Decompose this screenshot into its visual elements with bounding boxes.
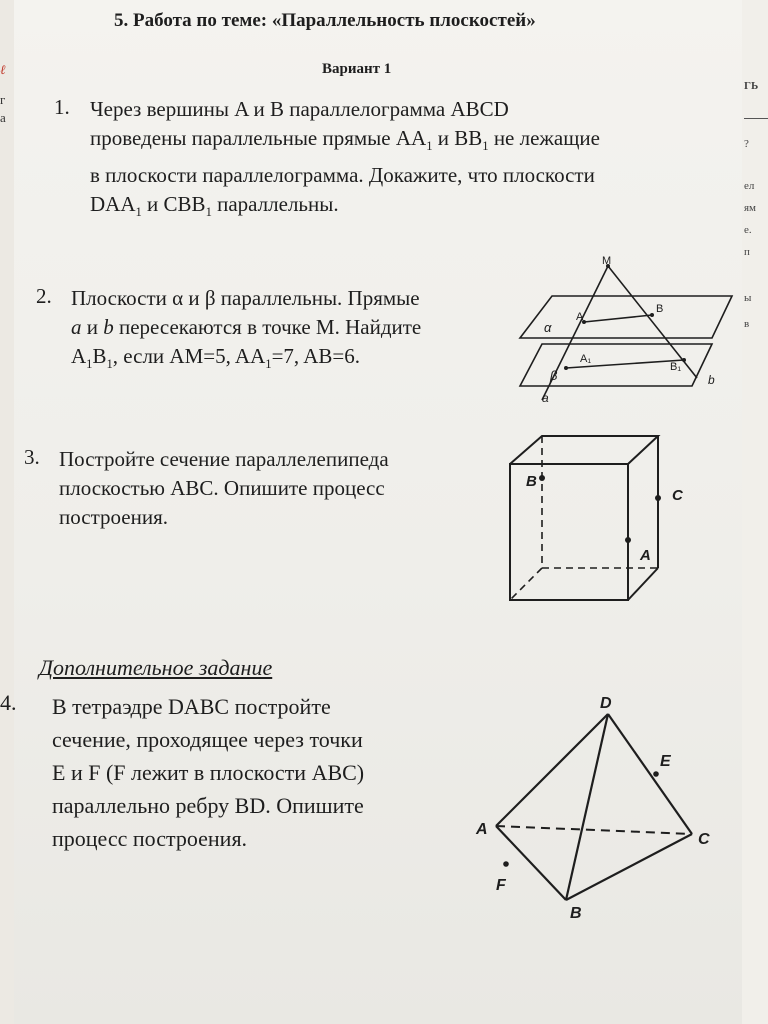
- hidden-diagonal-edge: [510, 568, 542, 600]
- label-a: A: [576, 311, 584, 323]
- right-fragment-2: ?: [744, 138, 749, 150]
- right-fragment-7: ы: [744, 292, 752, 304]
- point-a: [625, 537, 631, 543]
- label-d: D: [600, 695, 612, 712]
- edge-dc: [608, 714, 692, 834]
- label-line-b: b: [708, 373, 715, 387]
- segment-ab: [584, 315, 652, 322]
- label-b1: B₁: [670, 361, 682, 373]
- label-c: C: [698, 831, 710, 848]
- task-4-line-4: параллельно ребру BD. Опишите: [52, 793, 364, 818]
- task-2-line-2: a и b пересекаются в точке М. Найдите: [71, 315, 422, 339]
- label-a: A: [640, 547, 651, 564]
- label-m: M: [602, 255, 612, 267]
- left-fragment-2: а: [0, 110, 6, 125]
- label-f: F: [496, 877, 506, 894]
- task-4-number: 4.: [0, 690, 17, 715]
- task-3-line-2: плоскостью ABC. Опишите процесс: [59, 476, 385, 500]
- right-fragment-6: п: [744, 246, 750, 258]
- label-a1: A₁: [580, 353, 592, 365]
- task-3-number: 3.: [24, 445, 40, 469]
- task-1-line-4: $DAA_1$ и $CBB_1$ параллельны.: [90, 192, 339, 220]
- right-page-edge: [742, 0, 768, 1024]
- task-2-line-3: $A_1B_1$, если AM=5, $AA_1=7$, AB=6.: [71, 344, 361, 372]
- task-4-line-5: процесс построения.: [52, 826, 248, 851]
- task-3-text: [59, 445, 389, 532]
- task-1-text: [90, 95, 600, 227]
- variant-label: Вариант 1: [322, 61, 392, 77]
- parallelepiped-figure: [494, 428, 694, 608]
- task-1-line-2: проведены параллельные прямые $AA_1$ и $BB_1$ не лежащие: [90, 126, 600, 154]
- right-fragment-4: ям: [744, 202, 757, 214]
- label-a: A: [476, 821, 488, 838]
- task-4-line-2: сечение, проходящее через точки: [52, 727, 363, 752]
- task-1-line-3: в плоскости параллелограмма. Докажите, что плоскости: [90, 163, 595, 188]
- point-a1: [564, 366, 568, 370]
- point-f: [503, 861, 509, 867]
- extra-task-title: Дополнительное задание: [39, 655, 273, 680]
- page-title: 5. Работа по теме: «Параллельность плоскостей»: [114, 10, 536, 31]
- label-b: B: [570, 905, 582, 922]
- task-4-line-3: E и F (F лежит в плоскости ABC): [52, 760, 365, 785]
- left-margin-mark: ℓ: [0, 62, 6, 77]
- right-fragment-1: ГЬ: [744, 80, 759, 92]
- edge-cb: [566, 834, 692, 900]
- label-beta: β: [550, 368, 558, 383]
- point-c: [655, 495, 661, 501]
- label-b: B: [526, 473, 537, 490]
- right-bottom-edge: [628, 568, 658, 600]
- task-3-line-3: построения.: [59, 505, 168, 529]
- label-b: B: [656, 303, 664, 315]
- tetrahedron-figure: [460, 688, 710, 928]
- top-face-back: [510, 436, 658, 464]
- edge-ac-hidden: [496, 826, 692, 834]
- label-alpha: α: [544, 320, 552, 335]
- label-line-a: a: [542, 391, 549, 405]
- edge-da: [496, 714, 608, 826]
- point-b: [650, 313, 654, 317]
- right-fragment-5: е.: [744, 224, 752, 236]
- task-2-line-1: Плоскости α и β параллельны. Прямые: [71, 286, 420, 310]
- task-1-line-1: Через вершины A и B параллелограмма ABCD: [90, 97, 509, 121]
- point-b1: [682, 358, 686, 362]
- task-1-number: 1.: [54, 95, 70, 119]
- point-e: [653, 771, 659, 777]
- parallel-planes-figure: [512, 256, 742, 406]
- task-3-line-1: Постройте сечение параллелепипеда: [59, 447, 389, 471]
- task-2-text: [71, 284, 421, 379]
- left-page-edge: [0, 0, 14, 1024]
- label-e: E: [660, 753, 671, 770]
- right-fragment-3: ел: [744, 180, 755, 192]
- right-fragment-rule: [744, 118, 768, 119]
- task-4-line-1: В тетраэдре DABC постройте: [52, 694, 331, 719]
- point-b: [539, 475, 545, 481]
- task-2-number: 2.: [36, 284, 52, 308]
- label-c: C: [672, 487, 683, 504]
- task-4-text: [52, 690, 364, 855]
- right-fragment-8: в: [744, 318, 750, 330]
- left-fragment-1: г: [0, 92, 6, 107]
- edge-db: [566, 714, 608, 900]
